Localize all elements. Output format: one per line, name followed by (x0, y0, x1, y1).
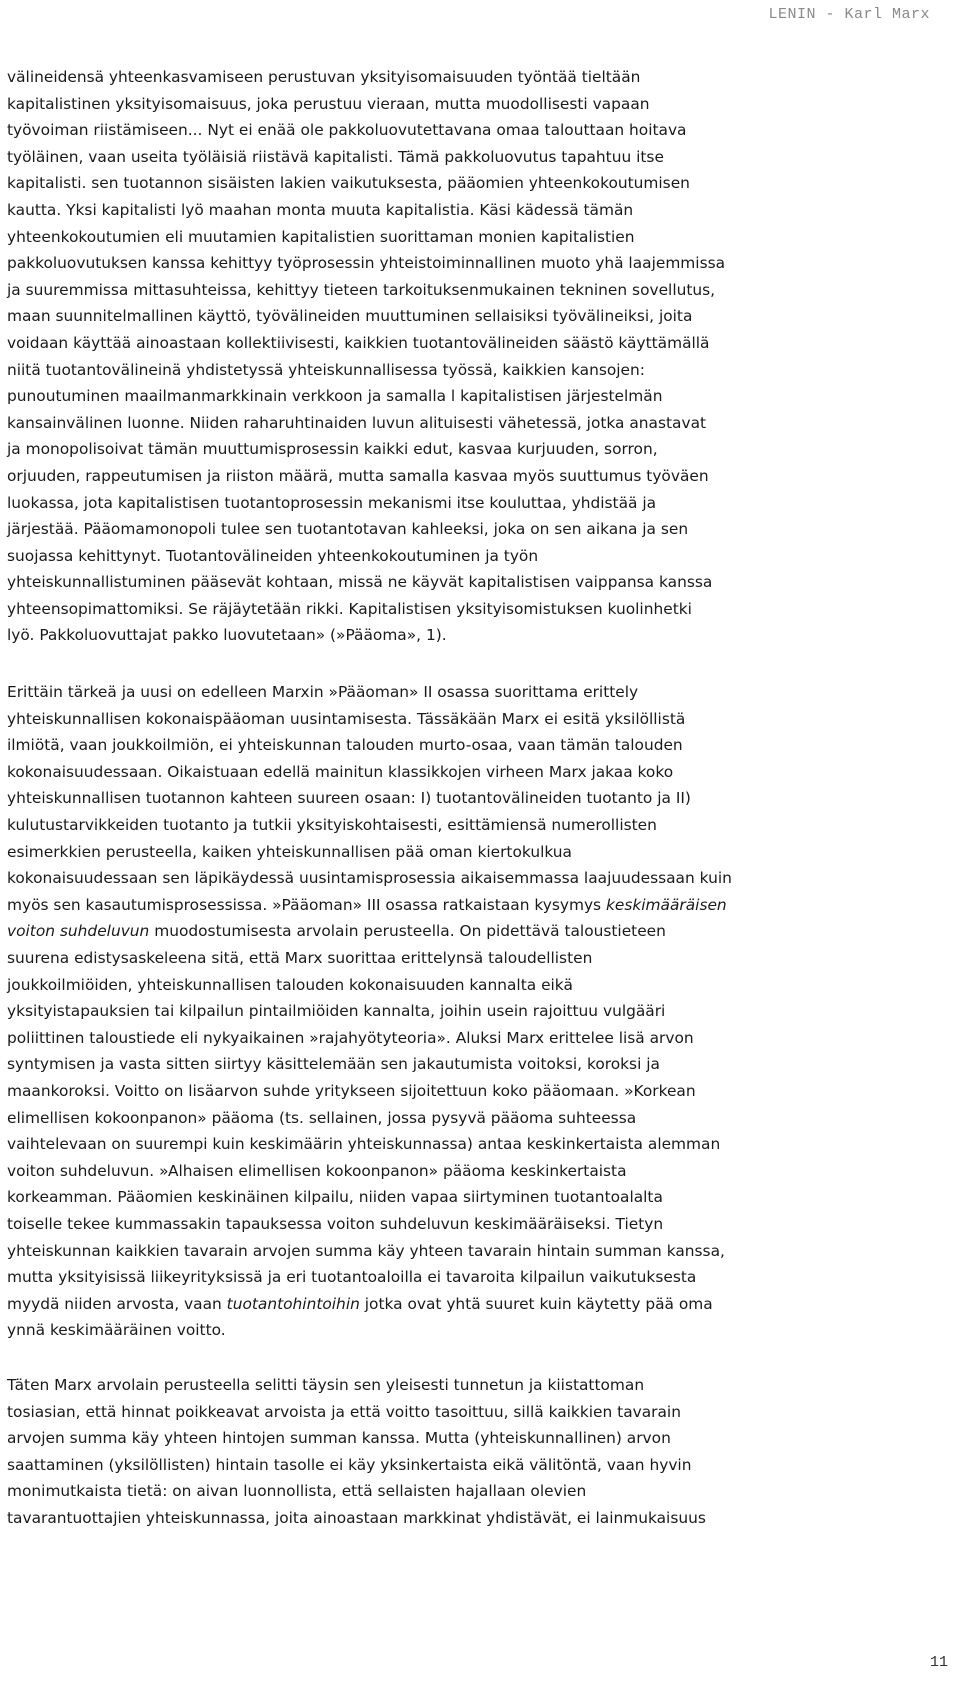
paragraph-2-text-a: Erittäin tärkeä ja uusi on edelleen Marxin »Pääoman» II osassa suorittama erittely yhteiskunnallisen kokonaispääoman uusintamisesta. Tässäkään Marx ei esitä yksilöllistä ilmiötä, vaan joukkoilmiön, ei yhteiskunnan talouden murto-osaa, vaan tämän talouden kokonaisuudessaan. Oikaistuaan edellä mainitun klassikkojen virheen Marx jakaa koko yhteiskunnallisen tuotannon kahteen suureen osaan: I) tuotantovälineiden tuotanto ja II) kulutustarvikkeiden tuotanto ja tutkii yksityiskohtaisesti, esittämiensä numerollisten esimerkkien perusteella, kaiken yhteiskunnallisen pää oman kiertokulkua kokonaisuudessaan sen läpikäydessä uusintamisprosessia aikaisemmassa laajuudessaan kuin myös sen kasautumisprosessissa. »Pääoman» III osassa ratkaistaan kysymys (7, 683, 732, 914)
document-body (7, 64, 953, 1531)
paragraph-1: välineidensä yhteenkasvamiseen perustuvan yksityisomaisuuden työntää tieltään kapitalistinen yksityisomaisuus, joka perustuu vieraan, mutta muodollisesti vapaan työvoiman riistämiseen... Nyt ei enää ole pakkoluovutettavana omaa talouttaan hoitava työläinen, vaan useita työläisiä riistävä kapitalisti. Tämä pakkoluovutus tapahtuu itse kapitalisti. sen tuotannon sisäisten lakien vaikutuksesta, pääomien yhteenkokoutumisen kautta. Yksi kapitalisti lyö maahan monta muuta kapitalistia. Käsi kädessä tämän yhteenkokoutumien eli muutamien kapitalistien suorittaman monien kapitalistien pakkoluovutuksen kanssa kehittyy työprosessin yhteistoiminnallinen muoto yhä laajemmissa ja suuremmissa mittasuhteissa, kehittyy tieteen tarkoituksenmukainen tekninen sovellutus, maan suunnitelmallinen käyttö, työvälineiden muuttuminen sellaisiksi työvälineiksi, joita voidaan käyttää ainoastaan kollektiivisesti, kaikkien tuotantovälineiden säästö käyttämällä niitä tuotantovälineinä yhdistetyssä yhteiskunnallisessa työssä, kaikkien kansojen: punoutuminen maailmanmarkkinain verkkoon ja samalla l kapitalistisen järjestelmän kansainvälinen luonne. Niiden raharuhtinaiden luvun alituisesti vähetessä, jotka anastavat ja monopolisoivat tämän muuttumisprosessin kaikki edut, kasvaa kurjuuden, sorron, orjuuden, rappeutumisen ja riiston määrä, mutta samalla kasvaa myös suuttumus työväen luokassa, jota kapitalistisen tuotantoprosessin mekanismi itse kouluttaa, yhdistää ja järjestää. Pääomamonopoli tulee sen tuotantotavan kahleeksi, joka on sen aikana ja sen suojassa kehittynyt. Tuotantovälineiden yhteenkokoutuminen ja työn yhteiskunnallistuminen pääsevät kohtaan, missä ne käyvät kapitalistisen vaippansa kanssa yhteensopimattomiksi. Se räjäytetään rikki. Kapitalistisen yksityisomistuksen kuolinhetki lyö. Pakkoluovuttajat pakko luovutetaan» (»Pääoma», 1). (7, 68, 726, 645)
paragraph-2-text-b: muodostumisesta arvolain perusteella. On pidettävä taloustieteen suurena edistysaskeleena sitä, että Marx suorittaa erittelynsä taloudellisten joukkoilmiöiden, yhteiskunnallisen talouden kokonaisuuden kannalta eikä yksityistapauksien tai kilpailun pintailmiöiden kannalta, joihin usein rajoittuu vulgääri poliittinen taloustiede eli nykyaikainen »rajahyötyteoria». Aluksi Marx erittelee lisä arvon syntymisen ja vasta sitten siirtyy käsittelemään sen jakautumista voitoksi, koroksi ja maankoroksi. Voitto on lisäarvon suhde yritykseen sijoitettuun koko pääomaan. »Korkean elimellisen kokoonpanon» pääoma (ts. sellainen, jossa pysyvä pääoma suhteessa vaihtelevaan on suurempi kuin keskimäärin yhteiskunnassa) antaa keskinkertaista alemman voiton suhdeluvun. »Alhaisen elimellisen kokoonpanon» pääoma keskinkertaista korkeamman. Pääomien keskinäinen kilpailu, niiden vapaa siirtyminen tuotantoalalta toiselle tekee kummassakin tapauksessa voiton suhdeluvun keskimääräiseksi. Tietyn yhteiskunnan kaikkien tavarain arvojen summa käy yhteen tavarain hintain summan kanssa, mutta yksityisissä liikeyrityksissä ja eri tuotantoaloilla ei tavaroita kilpailun vaikutuksesta myydä niiden arvosta, vaan (7, 922, 725, 1313)
paragraph-2-text-c: jotka ovat yhtä suuret kuin käytetty pää oma ynnä keskimääräinen voitto. (7, 1294, 713, 1340)
paragraph-2 (7, 679, 953, 1344)
emphasis-keskimaaraisen-voiton: keskimääräisen voiton suhdeluvun (7, 895, 727, 941)
running-header: LENIN - Karl Marx (768, 6, 930, 23)
emphasis-tuotantohintoihin: tuotantohintoihin (226, 1294, 360, 1313)
page-number: 11 (929, 1654, 948, 1671)
paragraph-3: Täten Marx arvolain perusteella selitti täysin sen yleisesti tunnetun ja kiistattoman tosiasian, että hinnat poikkeavat arvoista ja että voitto tasoittuu, sillä kaikkien tavarain arvojen summa käy yhteen hintojen summan kanssa. Mutta (yhteiskunnallinen) arvon saattaminen (yksilöllisten) hintain tasolle ei käy yksinkertaista eikä välitöntä, vaan hyvin monimutkaista tietä: on aivan luonnollista, että sellaisten hajallaan olevien tavarantuottajien yhteiskunnassa, joita ainoastaan markkinat yhdistävät, ei lainmukaisuus (7, 1375, 706, 1527)
